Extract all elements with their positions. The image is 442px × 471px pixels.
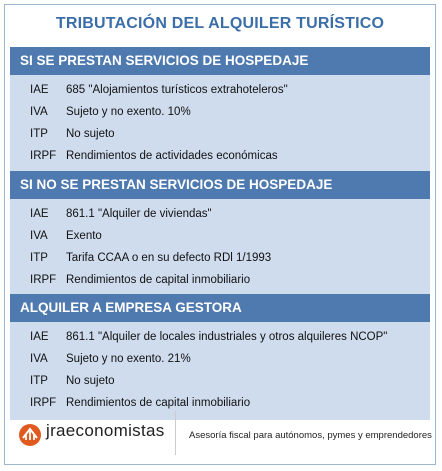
tax-row-iae — [10, 326, 430, 348]
tax-key: IRPF — [30, 397, 57, 409]
footer — [5, 405, 435, 464]
tax-row-iae — [10, 203, 430, 225]
tax-value: 861.1 "Alquiler de locales industriales y otros alquileres NCOP" — [66, 331, 388, 343]
tax-key: IVA — [30, 106, 48, 118]
section-heading: SI NO SE PRESTAN SERVICIOS DE HOSPEDAJE — [10, 171, 430, 199]
tax-value: No sujeto — [66, 128, 115, 140]
tax-row-itp — [10, 247, 430, 269]
brand-name: jraeconomistas — [46, 421, 165, 440]
page-title: TRIBUTACIÓN DEL ALQUILER TURÍSTICO — [55, 15, 385, 32]
tax-summary-card — [4, 4, 436, 465]
tax-key: IRPF — [30, 274, 57, 286]
tax-row-iva — [10, 348, 430, 370]
section-heading: SI SE PRESTAN SERVICIOS DE HOSPEDAJE — [10, 47, 430, 75]
section-empresa-gestora — [10, 294, 430, 420]
tax-value: Sujeto y no exento. 10% — [66, 106, 191, 118]
tax-value: Rendimientos de capital inmobiliario — [66, 397, 251, 409]
tax-value: Rendimientos de actividades económicas — [66, 150, 278, 162]
footer-divider — [175, 411, 176, 455]
tax-value: Sujeto y no exento. 21% — [66, 353, 191, 365]
tax-value: Exento — [66, 230, 102, 242]
section-no-hospedaje — [10, 171, 430, 297]
tax-row-irpf — [10, 145, 430, 167]
tax-key: IAE — [30, 331, 49, 343]
tax-value: 861.1 "Alquiler de viviendas" — [66, 208, 212, 220]
tax-key: ITP — [30, 375, 48, 387]
tax-value: Rendimientos de capital inmobiliario — [66, 274, 251, 286]
tax-row-iva — [10, 225, 430, 247]
tax-row-itp — [10, 370, 430, 392]
tax-row-irpf — [10, 269, 430, 291]
tax-row-itp — [10, 123, 430, 145]
jra-logo-icon — [18, 423, 42, 447]
tax-value: 685 "Alojamientos turísticos extrahoteleros" — [66, 84, 288, 96]
section-heading: ALQUILER A EMPRESA GESTORA — [10, 294, 430, 322]
tax-value: No sujeto — [66, 375, 115, 387]
tax-key: IVA — [30, 230, 48, 242]
tax-key: IRPF — [30, 150, 57, 162]
tax-row-iva — [10, 101, 430, 123]
section-rows — [10, 199, 430, 297]
tax-key: ITP — [30, 252, 48, 264]
tax-row-iae — [10, 79, 430, 101]
tax-key: IAE — [30, 208, 49, 220]
tagline: Asesoría fiscal para autónomos, pymes y emprendedores — [189, 430, 432, 441]
tax-key: IVA — [30, 353, 48, 365]
tax-value: Tarifa CCAA o en su defecto RDl 1/1993 — [66, 252, 272, 264]
tax-key: IAE — [30, 84, 49, 96]
tax-key: ITP — [30, 128, 48, 140]
section-rows — [10, 75, 430, 173]
section-hospedaje — [10, 47, 430, 173]
